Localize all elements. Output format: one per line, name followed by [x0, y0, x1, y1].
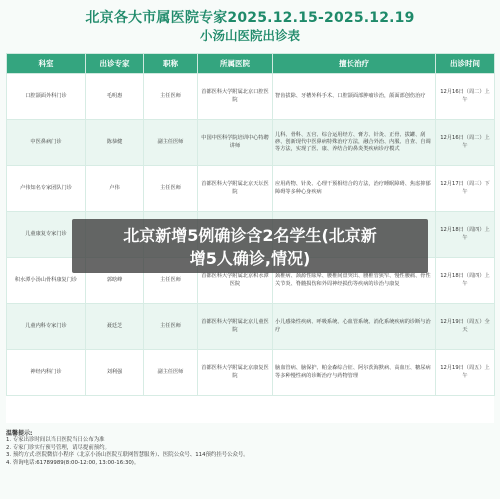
table-cell: 首都医科大学附属北京儿童医院 [198, 304, 273, 350]
table-header-row [7, 54, 495, 74]
table-cell: 应用药物、针灸、心理干预相结合的方法，治疗睡眠障碍、焦虑抑郁障碍等多种心身疾病 [273, 166, 436, 212]
column-header: 出诊专家 [86, 54, 144, 74]
table-cell: 郭晗峰 [86, 258, 144, 304]
table-cell: 首都医科大学附属北京天坛医院 [198, 166, 273, 212]
table-cell: 首都医科大学附属北京口腔医院 [198, 74, 273, 120]
notes-section [6, 430, 494, 467]
table-cell: 儿童康复专家门诊 [7, 212, 86, 258]
table-cell: 脑血管病、脑保护、帕金森综合征、阿尔茨海默病、高血压、糖尿病等多种慢性病的诊断治疗与药物管理 [273, 350, 436, 396]
table-cell: 首都医科大学附属北京康复医院 [198, 350, 273, 396]
table-cell: 儿童内科专家门诊 [7, 304, 86, 350]
table-cell: 主任医师 [144, 74, 198, 120]
table-row [7, 74, 495, 120]
notes-title: 温馨提示: [6, 430, 33, 437]
table-cell: 中医鼻病门诊 [7, 120, 86, 166]
table-cell: 主任医师 [144, 304, 198, 350]
table-cell: 副主任医师 [144, 120, 198, 166]
table-cell: 12月17日（周三）下午 [436, 166, 495, 212]
column-header: 科室 [7, 54, 86, 74]
table-cell: 卢伟 [86, 166, 144, 212]
table-cell: 智齿拔除、牙槽外科手术、口腔颌面部肿瘤诊治，颌面部创伤治疗 [273, 74, 436, 120]
table-cell: 12月16日（周二）上午 [436, 120, 495, 166]
table-cell: 副主任医师 [144, 350, 198, 396]
column-header: 擅长治疗 [273, 54, 436, 74]
table-cell: 12月19日（周五）上午 [436, 350, 495, 396]
table-cell: 卢伟知名专家团队门诊 [7, 166, 86, 212]
table-row [7, 120, 495, 166]
notes-line: 4. 咨询电话:61789989(8:00-12:00, 13:00-16:30)。 [6, 459, 140, 466]
column-header: 出诊时间 [436, 54, 495, 74]
poster-title: 北京各大市属医院专家2025.12.15-2025.12.19 [85, 10, 415, 26]
overlay-headline-line1: 北京新增5例确诊含2名学生(北京新 [123, 226, 377, 245]
table-row [7, 166, 495, 212]
table-cell: 陈恭健 [86, 120, 144, 166]
overlay-headline-line2: 增5人确诊,情况) [189, 249, 311, 268]
table-cell: 儿科、骨科、五官、综合运用经方、膏方、针灸、正骨、拔罐、刮痧、创新现代中医鼻病特殊治疗方法，融合外治、内服、自查、自调等方法，实现了医、康、养结合的鼻炎类疾病诊疗模式 [273, 120, 436, 166]
table-cell: 积水潭小汤山骨科康复门诊 [7, 258, 86, 304]
table-cell: 12月19日（周五）全天 [436, 304, 495, 350]
table-cell: 12月18日（周四）上午 [436, 258, 495, 304]
table-cell: 聂廷芝 [86, 304, 144, 350]
table-cell: 中国中医科学院培训中心特聘讲师 [198, 120, 273, 166]
table-cell: 毛明惠 [86, 74, 144, 120]
column-header: 职称 [144, 54, 198, 74]
table-row [7, 304, 495, 350]
table-cell: 主任医师 [144, 166, 198, 212]
table-cell: 首都医科大学附属北京积水潭医院 [198, 258, 273, 304]
table-row [7, 350, 495, 396]
table-cell: 颈椎病、颈源性眩晕、腰椎间盘突出、腰椎管狭窄、慢性腰痛、骨性关节炎、脊髓损伤和外周神经损伤等疾病的诊治与康复 [273, 258, 436, 304]
table-cell: 口腔颌面外科门诊 [7, 74, 86, 120]
poster-subtitle: 小汤山医院出诊表 [199, 28, 300, 43]
table-cell: 神经内科门诊 [7, 350, 86, 396]
notes-line: 3. 预约方式:医院微信小程序（北京小汤山医院互联网智慧服务）、医院公众号、114预约挂号公众号。 [6, 452, 249, 459]
notes-line: 2. 专家门诊实行预号管理，请尽提前预约。 [6, 444, 110, 451]
table-cell: 12月18日（周四）上午 [436, 212, 495, 258]
table-cell: 小儿感染性疾病、呼吸系统、心血管系统、消化系统疾病的诊断与治疗 [273, 304, 436, 350]
column-header: 所属医院 [198, 54, 273, 74]
table-cell: 12月16日（周二）上午 [436, 74, 495, 120]
notes-line: 1. 专家出诊时间以当日医院当日公布为准 [6, 437, 105, 444]
table-cell: 刘利强 [86, 350, 144, 396]
table-cell: 主任医师 [144, 258, 198, 304]
headline-overlay [72, 219, 428, 273]
